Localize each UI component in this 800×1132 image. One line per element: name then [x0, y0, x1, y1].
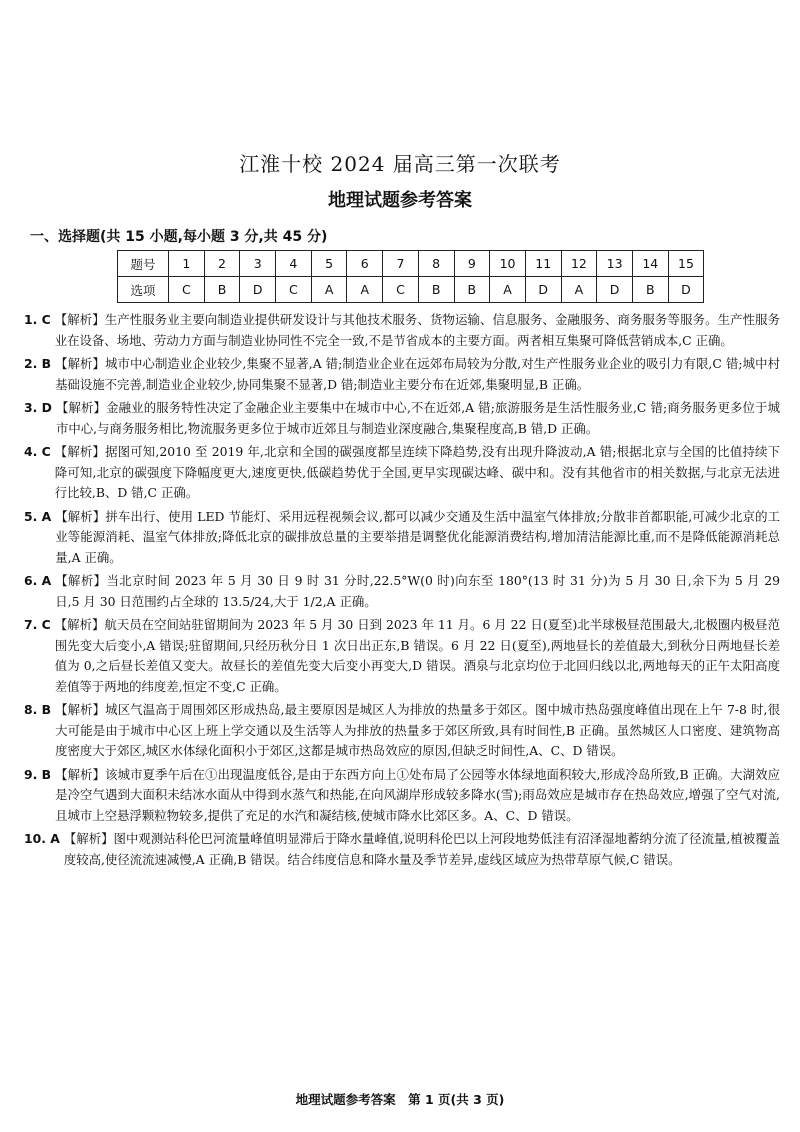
item-number: 1. C	[24, 312, 51, 327]
question-number: 9	[454, 251, 490, 277]
item-text: 【解析】航天员在空间站驻留期间为 2023 年 5 月 30 日到 2023 年 11 月。6 月 22 日(夏至)北半球极昼范围最大,北极圈内极昼范围先变大后变小,A 错误;驻留期间,只经历秋分日 1 次日出正东,B 错误。6 月 22 日(夏至),两地昼长的差值最大,到秋分日两地昼长差值为 0,之后昼长差值又变大。故昼长的差值先变大后变小再变大,D 错误。酒泉与北京均位于北回归线以北,两地每天的正午太阳高度差值等于两地的纬度差,恒定不变,C 正确。	[54, 617, 780, 694]
item-number: 6. A	[24, 573, 52, 588]
question-number: 4	[276, 251, 312, 277]
item-number: 10. A	[24, 831, 60, 846]
document-subtitle: 地理试题参考答案	[328, 190, 472, 211]
answer-cell: A	[347, 277, 383, 303]
item-text: 【解析】据图可知,2010 至 2019 年,北京和全国的碳强度都呈连续下降趋势,没有出现升降波动,A 错;根据北京与全国的比值持续下降可知,北京的碳强度下降幅度更大,速度更快,低碳趋势优于全国,更早实现碳达峰、碳中和。没有其他省市的相关数据,与北京无法进行比较,B、D 错,C 正确。	[54, 444, 780, 500]
question-number: 15	[668, 251, 704, 277]
item-number: 3. D	[24, 400, 52, 415]
answer-cell: D	[525, 277, 561, 303]
row-label-answers: 选项	[118, 277, 169, 303]
question-number: 14	[632, 251, 668, 277]
question-number: 5	[311, 251, 347, 277]
explanation-item	[24, 765, 780, 827]
item-text: 【解析】生产性服务业主要向制造业提供研发设计与其他技术服务、货物运输、信息服务、金融服务、商务服务等服务。生产性服务业在设备、场地、劳动力方面与制造业协同性不完全一致,不是节省成本的主要方面。两者相互集聚可降低营销成本,C 正确。	[54, 312, 780, 348]
answer-cell: A	[561, 277, 597, 303]
explanation-item	[24, 615, 780, 697]
item-text: 【解析】城市中心制造业企业较少,集聚不显著,A 错;制造业企业在远郊布局较为分散,对生产性服务业企业的吸引力有限,C 错;城中村基础设施不完善,制造业企业较少,协同集聚不显著,D 错;制造业主要分布在近郊,集聚明显,B 正确。	[55, 356, 780, 392]
question-number: 11	[525, 251, 561, 277]
answer-cell: D	[668, 277, 704, 303]
question-number: 10	[490, 251, 526, 277]
question-number: 3	[240, 251, 276, 277]
item-text: 【解析】当北京时间 2023 年 5 月 30 日 9 时 31 分时,22.5°W(0 时)向东至 180°(13 时 31 分)为 5 月 30 日,余下为 5 月 29 日,5 月 30 日范围约占全球的 13.5/24,大于 1/2,A 正确。	[55, 573, 780, 609]
answer-cell: D	[240, 277, 276, 303]
question-number: 2	[204, 251, 240, 277]
answer-cell: C	[276, 277, 312, 303]
answer-cell: B	[418, 277, 454, 303]
explanation-item	[24, 700, 780, 762]
question-number: 1	[169, 251, 205, 277]
explanation-item	[24, 442, 780, 504]
explanation-item	[24, 310, 780, 351]
answer-row	[118, 277, 704, 303]
explanation-item	[24, 398, 780, 439]
question-number: 6	[347, 251, 383, 277]
question-number-row	[118, 251, 704, 277]
item-number: 4. C	[24, 444, 51, 459]
question-number: 7	[383, 251, 419, 277]
answer-cell: B	[204, 277, 240, 303]
item-number: 8. B	[24, 702, 52, 717]
item-text: 【解析】拼车出行、使用 LED 节能灯、采用远程视频会议,都可以减少交通及生活中温室气体排放;分散非首都职能,可减少北京的工业等能源消耗、温室气体排放;降低北京的碳排放总量的主要举措是调整优化能源消费结构,增加清洁能源比重,而不是降低能源消耗总量,A 正确。	[55, 508, 780, 565]
answer-cell: B	[454, 277, 490, 303]
answer-cell: A	[311, 277, 347, 303]
exam-title: 江淮十校 2024 届高三第一次联考	[239, 152, 561, 176]
explanation-item	[24, 507, 780, 569]
answer-cell: A	[490, 277, 526, 303]
item-text: 【解析】图中观测站科伦巴河流量峰值明显滞后于降水量峰值,说明科伦巴以上河段地势低洼有沼泽湿地蓄纳分流了径流量,植被覆盖度较高,使径流流速减慢,A 正确,B 错误。结合纬度信息和降水量及季节差异,虚线区域应为热带草原气候,C 错误。	[63, 831, 780, 867]
explanation-item	[24, 571, 780, 612]
explanation-item	[24, 829, 780, 870]
item-text: 【解析】金融业的服务特性决定了金融企业主要集中在城市中心,不在近郊,A 错;旅游服务是生活性服务业,C 错;商务服务更多位于城市中心,与商务服务相比,物流服务更多位于城市近郊且与制造业深度融合,集聚程度高,B 错,D 正确。	[55, 400, 780, 436]
question-number: 8	[418, 251, 454, 277]
question-number: 13	[597, 251, 633, 277]
item-number: 2. B	[24, 356, 52, 371]
item-number: 7. C	[24, 617, 51, 632]
item-number: 9. B	[24, 766, 52, 782]
page-footer: 地理试题参考答案 第 1 页(共 3 页)	[295, 1092, 505, 1107]
explanation-item	[24, 354, 780, 395]
explanation-list	[24, 310, 780, 873]
item-text: 【解析】城区气温高于周围郊区形成热岛,最主要原因是城区人为排放的热量多于郊区。图中城市热岛强度峰值出现在上午 7-8 时,很大可能是由于城市中心区上班上学交通以及生活等人为排放的热量多于郊区所致,具有时间性,B 正确。虽然城区人口密度、建筑物高度密度大于郊区,城区水体绿化面积小于郊区,这都是城市热岛效应的原因,但缺乏时间性,A、C、D 错误。	[55, 702, 780, 758]
row-label-numbers: 题号	[118, 251, 169, 277]
answer-cell: C	[169, 277, 205, 303]
answer-cell: B	[632, 277, 668, 303]
item-number: 5. A	[24, 508, 52, 524]
question-number: 12	[561, 251, 597, 277]
item-text: 【解析】该城市夏季午后在①出现温度低谷,是由于东西方向上①处布局了公园等水体绿地面积较大,形成冷岛所致,B 正确。大湖效应是冷空气遇到大面积未结冰水面从中得到水蒸气和热能,在向风湖岸形成较多降水(雪);雨岛效应是城市存在热岛效应,增强了空气对流,且城市上空悬浮颗粒物较多,提供了充足的水汽和凝结核,使城市降水比郊区多。A、C、D 错误。	[55, 766, 780, 823]
answer-cell: C	[383, 277, 419, 303]
answer-table	[117, 250, 704, 303]
section-heading: 一、选择题(共 15 小题,每小题 3 分,共 45 分)	[30, 229, 328, 245]
answer-cell: D	[597, 277, 633, 303]
